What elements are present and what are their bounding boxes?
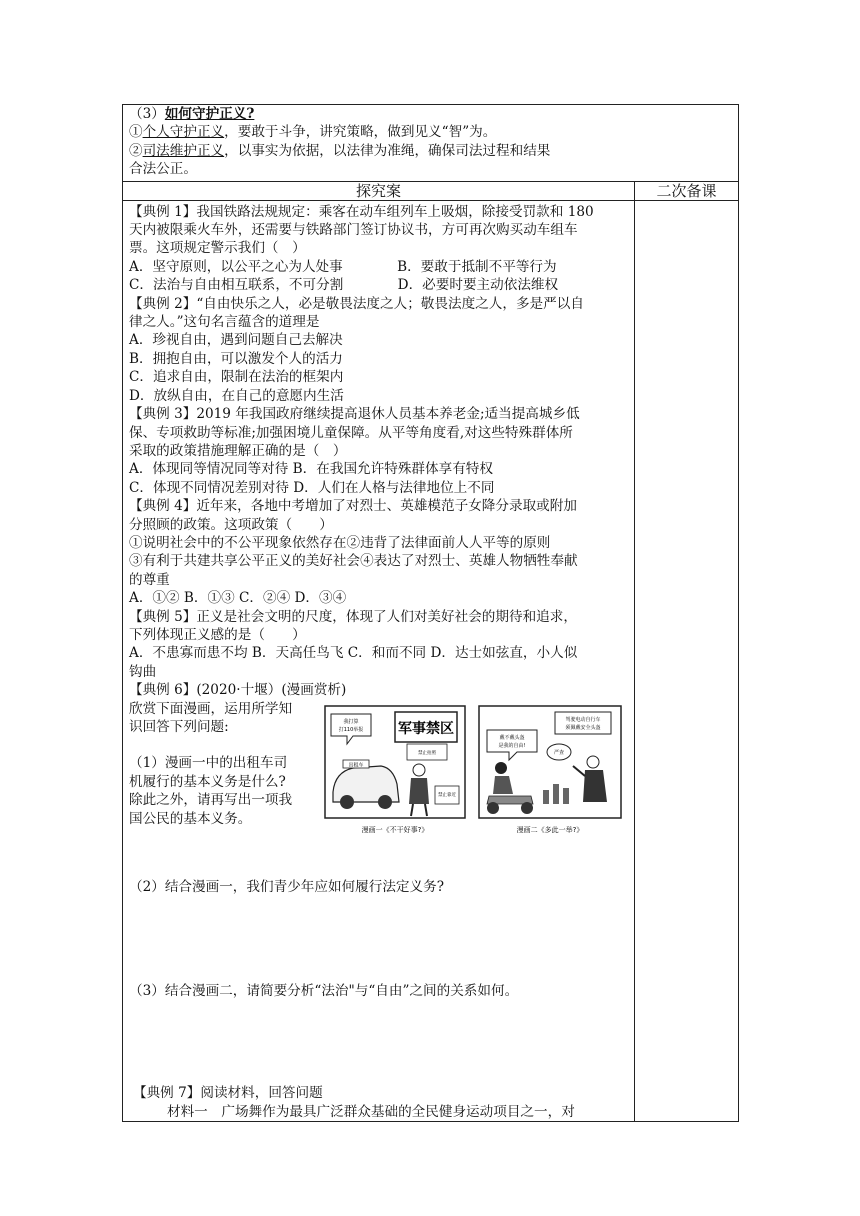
ex4-line: ③有利于共建共享公平正义的美好社会④表达了对烈士、英雄人物牺牲奉献 — [129, 553, 578, 570]
ex3-line: 采取的政策措施理解正确的是（ ） — [129, 442, 347, 459]
ex5-line: 钩曲 — [129, 663, 157, 680]
ex2-option-d: D．放纵自由，在自己的意愿内生活 — [129, 387, 344, 404]
section3-heading: 如何守护正义? — [164, 106, 255, 122]
ex6-q2: （2）结合漫画一，我们青少年应如何履行法定义务? — [129, 878, 444, 895]
content-cell — [123, 200, 635, 1122]
ex4-line: 的尊重 — [129, 571, 170, 588]
cartoon2-bubble-1: 戴不戴头盔 — [499, 734, 525, 741]
cartoon2-police-bubble: 严查 — [553, 749, 565, 756]
example-2 — [129, 295, 628, 405]
ex4-options: A．①② B．①③ C．②④ D．③④ — [129, 590, 347, 607]
cartoon2-board-2: 须佩戴安全头盔 — [565, 724, 601, 731]
ex3-line: 【典例 3】2019 年我国政府继续提高退休人员基本养老金;适当提高城乡低 — [129, 406, 580, 423]
ex6-q3: （3）结合漫画二，请简要分析“法治"与“自由”之间的关系如何。 — [129, 983, 519, 999]
example-5 — [129, 608, 628, 682]
ex6-side-text — [129, 700, 321, 828]
cartoon1-board1: 禁止拍照 — [418, 750, 436, 756]
document — [122, 104, 738, 1122]
example-4 — [129, 497, 628, 607]
ex2-line: 【典例 2】“自由快乐之人，必是敬畏法度之人；敬畏法度之人，多是严以自 — [129, 295, 584, 312]
section3-line1-term: 个人守护正义 — [142, 124, 225, 141]
section3-line2-term: 司法维护正义 — [142, 142, 225, 159]
ex5-line: 下列体现正义感的是（ ） — [129, 626, 306, 643]
section3-line3: 合法公正。 — [129, 161, 197, 178]
example-6 — [129, 681, 628, 1084]
cartoon2-bubble-2: 是我的自由! — [498, 742, 526, 749]
ex6-q1: （1）漫画一中的出租车司 — [129, 755, 288, 772]
ex7-title: 【典例 7】阅读材料，回答问题 — [133, 1085, 323, 1102]
ex1-line: 【典例 1】我国铁路法规规定：乘客在动车组列车上吸烟，除接受罚款和 180 — [129, 203, 594, 220]
ex2-option-b: B．拥抱自由，可以激发个人的活力 — [129, 350, 343, 367]
header-row — [123, 181, 739, 200]
header-right: 二次备课 — [635, 181, 739, 200]
ex4-line: 分照顾的政策。这项政策（ ） — [129, 516, 333, 533]
ex6-line: 欣赏下面漫画，运用所学知 — [129, 700, 293, 717]
ex5-line: 【典例 5】正义是社会文明的尺度，体现了人们对美好社会的期待和追求， — [129, 608, 577, 625]
section3-cell — [123, 105, 739, 182]
cartoon-2 — [479, 706, 621, 834]
section3-line1 — [129, 123, 732, 141]
ex1-option-ab: A．坚守原则，以公平之心为人处事 B．要敢于抵制不平等行为 — [129, 258, 557, 275]
cartoon2-caption: 漫画二《多此一举?》 — [516, 825, 584, 834]
ex6-q1: 除此之外，请再写出一项我 — [129, 792, 293, 809]
ex3-line: 保、专项救助等标准;加强困境儿童保障。从平等角度看,对这些特殊群体所 — [129, 424, 573, 441]
section3-heading-line — [129, 105, 732, 123]
section3-line2-prefix: ② — [129, 142, 143, 159]
cartoon2-board-1: 驾驶电动自行车 — [565, 716, 601, 723]
cartoon-image — [323, 704, 625, 836]
example-3 — [129, 405, 628, 497]
ex1-line: 天内被限乘火车外，还需要与铁路部门签订协议书，方可再次购买动车组车 — [129, 222, 578, 239]
ex2-option-c: C．追求自由，限制在法治的框架内 — [129, 369, 344, 386]
ex6-q1: 机履行的基本义务是什么? — [129, 773, 286, 790]
cartoon1-caption: 漫画一《不干好事?》 — [361, 825, 429, 834]
ex2-option-a: A．珍视自由，遇到问题自己去解决 — [129, 332, 343, 349]
section3-line2 — [129, 142, 732, 160]
content-row — [123, 200, 739, 1122]
cartoon1-board2: 禁止靠近 — [438, 792, 456, 798]
ex1-line: 票。这项规定警示我们（ ） — [129, 240, 306, 257]
ex6-title: 【典例 6】(2020·十堰）(漫画赏析) — [129, 682, 347, 699]
ex7-material: 材料一 广场舞作为最具广泛群众基础的全民健身运动项目之一，对 — [167, 1103, 575, 1120]
section3-line2-rest: ，以事实为依据，以法律为准绳，确保司法过程和结果 — [224, 142, 551, 159]
ex2-line: 律之人。”这句名言蕴含的道理是 — [129, 314, 320, 331]
ex6-q1: 国公民的基本义务。 — [129, 810, 252, 827]
military-zone-sign: 军事禁区 — [398, 720, 454, 737]
section3-row — [123, 105, 739, 182]
ex5-options: A．不患寡而患不均 B．天高任鸟飞 C．和而不同 D．达士如弦直，小人似 — [129, 645, 578, 662]
ex4-line: 【典例 4】近年来，各地中考增加了对烈士、英雄模范子女降分录取或附加 — [129, 498, 577, 515]
example-1 — [129, 203, 628, 295]
header-left: 探究案 — [123, 181, 635, 200]
taxi-sign: 出租车 — [348, 762, 364, 769]
ex4-line: ①说明社会中的不公平现象依然存在②违背了法律面前人人平等的原则 — [129, 534, 551, 551]
ex6-line: 识回答下列问题: — [129, 719, 229, 735]
ex6-cartoon-area — [129, 700, 628, 840]
ex1-option-cd: C．法治与自由相互联系，不可分割 D．必要时要主动依法维权 — [129, 277, 559, 294]
cartoon1-bubble2: 打110举报 — [338, 726, 364, 733]
cartoon-1 — [325, 706, 465, 834]
section3-heading-prefix: （3） — [129, 106, 165, 122]
ex3-option-ab: A．体现同等情况同等对待 B．在我国允许特殊群体享有特权 — [129, 461, 493, 478]
second-prep-cell — [635, 200, 739, 1122]
section3-line1-rest: ，要敢于斗争，讲究策略，做到见义“智”为。 — [224, 124, 497, 141]
cartoon1-bubble: 我打算 — [343, 718, 359, 725]
section3-line1-prefix: ① — [129, 124, 143, 141]
ex3-option-cd: C．体现不同情况差别对待 D．人们在人格与法律地位上不同 — [129, 479, 495, 496]
example-7 — [129, 1084, 628, 1121]
lesson-table — [122, 104, 739, 1122]
